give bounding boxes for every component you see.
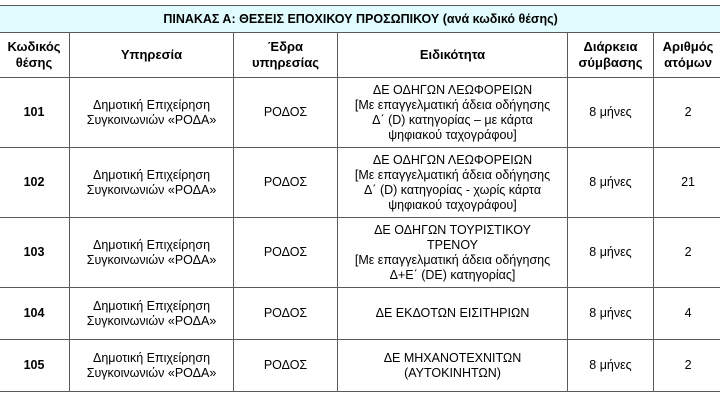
positions-table-container <box>0 5 720 392</box>
cell-specialty-line: ΤΡΕΝΟΥ <box>427 237 478 252</box>
cell-count: 2 <box>654 340 720 392</box>
cell-service-line: Συγκοινωνιών «ΡΟΔΑ» <box>86 365 217 380</box>
cell-duration: 8 μήνες <box>568 78 654 148</box>
table-row <box>0 218 720 288</box>
header-count-line: Αριθμός <box>662 39 714 54</box>
cell-specialty-line: Δ+Ε΄ (DE) κατηγορίας] <box>389 267 516 282</box>
header-duration-line: Διάρκεια <box>583 39 638 54</box>
cell-specialty-line: [Με επαγγελματική άδεια οδήγησης <box>354 97 551 112</box>
header-count-line: ατόμων <box>664 55 712 70</box>
cell-service-line: Δημοτική Επιχείρηση <box>92 298 211 313</box>
table-row <box>0 148 720 218</box>
cell-specialty-line: Δ΄ (D) κατηγορίας – με κάρτα <box>372 112 533 127</box>
cell-specialty-line: ψηφιακού ταχογράφου] <box>388 127 517 142</box>
header-code <box>0 33 70 78</box>
header-seat <box>234 33 338 78</box>
cell-specialty <box>338 340 568 392</box>
header-code-line: θέσης <box>15 55 53 70</box>
cell-count: 2 <box>654 78 720 148</box>
header-code-line: Κωδικός <box>7 39 61 54</box>
cell-service <box>70 78 234 148</box>
cell-service-line: Δημοτική Επιχείρηση <box>92 237 211 252</box>
cell-code: 101 <box>0 78 70 148</box>
cell-specialty-line: ΔΕ ΟΔΗΓΩΝ ΛΕΩΦΟΡΕΙΩΝ <box>372 152 533 167</box>
cell-service-line: Συγκοινωνιών «ΡΟΔΑ» <box>86 313 217 328</box>
cell-duration: 8 μήνες <box>568 218 654 288</box>
cell-specialty <box>338 288 568 340</box>
header-specialty: Ειδικότητα <box>338 33 568 78</box>
cell-count: 21 <box>654 148 720 218</box>
cell-service <box>70 148 234 218</box>
cell-service-line: Συγκοινωνιών «ΡΟΔΑ» <box>86 252 217 267</box>
cell-duration: 8 μήνες <box>568 288 654 340</box>
table-title: ΠΙΝΑΚΑΣ Α: ΘΕΣΕΙΣ ΕΠΟΧΙΚΟΥ ΠΡΟΣΩΠΙΚΟΥ (ανά κωδικό θέσης) <box>0 6 720 33</box>
cell-duration: 8 μήνες <box>568 340 654 392</box>
cell-code: 104 <box>0 288 70 340</box>
cell-seat: ΡΟΔΟΣ <box>234 340 338 392</box>
table-row <box>0 288 720 340</box>
cell-duration: 8 μήνες <box>568 148 654 218</box>
cell-service-line: Δημοτική Επιχείρηση <box>92 350 211 365</box>
cell-specialty <box>338 218 568 288</box>
cell-service <box>70 288 234 340</box>
header-service: Υπηρεσία <box>70 33 234 78</box>
cell-specialty-line: ΔΕ ΕΚΔΟΤΩΝ ΕΙΣΙΤΗΡΙΩΝ <box>375 306 530 320</box>
cell-seat: ΡΟΔΟΣ <box>234 218 338 288</box>
cell-service-line: Δημοτική Επιχείρηση <box>92 167 211 182</box>
header-row <box>0 33 720 78</box>
cell-service <box>70 340 234 392</box>
cell-code: 105 <box>0 340 70 392</box>
table-row <box>0 78 720 148</box>
cell-seat: ΡΟΔΟΣ <box>234 148 338 218</box>
cell-specialty-line: ΔΕ ΟΔΗΓΩΝ ΛΕΩΦΟΡΕΙΩΝ <box>372 82 533 97</box>
header-duration-line: σύμβασης <box>578 55 643 70</box>
cell-code: 102 <box>0 148 70 218</box>
cell-specialty <box>338 78 568 148</box>
cell-service-line: Συγκοινωνιών «ΡΟΔΑ» <box>86 112 217 127</box>
header-duration <box>568 33 654 78</box>
cell-specialty-line: [Με επαγγελματική άδεια οδήγησης <box>354 167 551 182</box>
header-seat-line: υπηρεσίας <box>252 55 319 70</box>
cell-specialty-line: ψηφιακού ταχογράφου] <box>388 197 517 212</box>
cell-specialty-line: ΔΕ ΜΗΧΑΝΟΤΕΧΝΙΤΩΝ <box>383 350 522 365</box>
cell-seat: ΡΟΔΟΣ <box>234 78 338 148</box>
cell-specialty <box>338 148 568 218</box>
cell-specialty-line: (ΑΥΤΟΚΙΝΗΤΩΝ) <box>404 365 501 380</box>
cell-service-line: Δημοτική Επιχείρηση <box>92 97 211 112</box>
table-row <box>0 340 720 392</box>
cell-service-line: Συγκοινωνιών «ΡΟΔΑ» <box>86 182 217 197</box>
cell-specialty-line: Δ΄ (D) κατηγορίας - χωρίς κάρτα <box>363 182 542 197</box>
header-count <box>654 33 720 78</box>
cell-count: 4 <box>654 288 720 340</box>
cell-code: 103 <box>0 218 70 288</box>
cell-count: 2 <box>654 218 720 288</box>
cell-specialty-line: ΔΕ ΟΔΗΓΩΝ ΤΟΥΡΙΣΤΙΚΟΥ <box>374 222 531 237</box>
cell-specialty-line: [Με επαγγελματική άδεια οδήγησης <box>354 252 551 267</box>
cell-seat: ΡΟΔΟΣ <box>234 288 338 340</box>
header-seat-line: Έδρα <box>267 39 303 54</box>
seasonal-staff-positions-table <box>0 5 720 392</box>
cell-service <box>70 218 234 288</box>
